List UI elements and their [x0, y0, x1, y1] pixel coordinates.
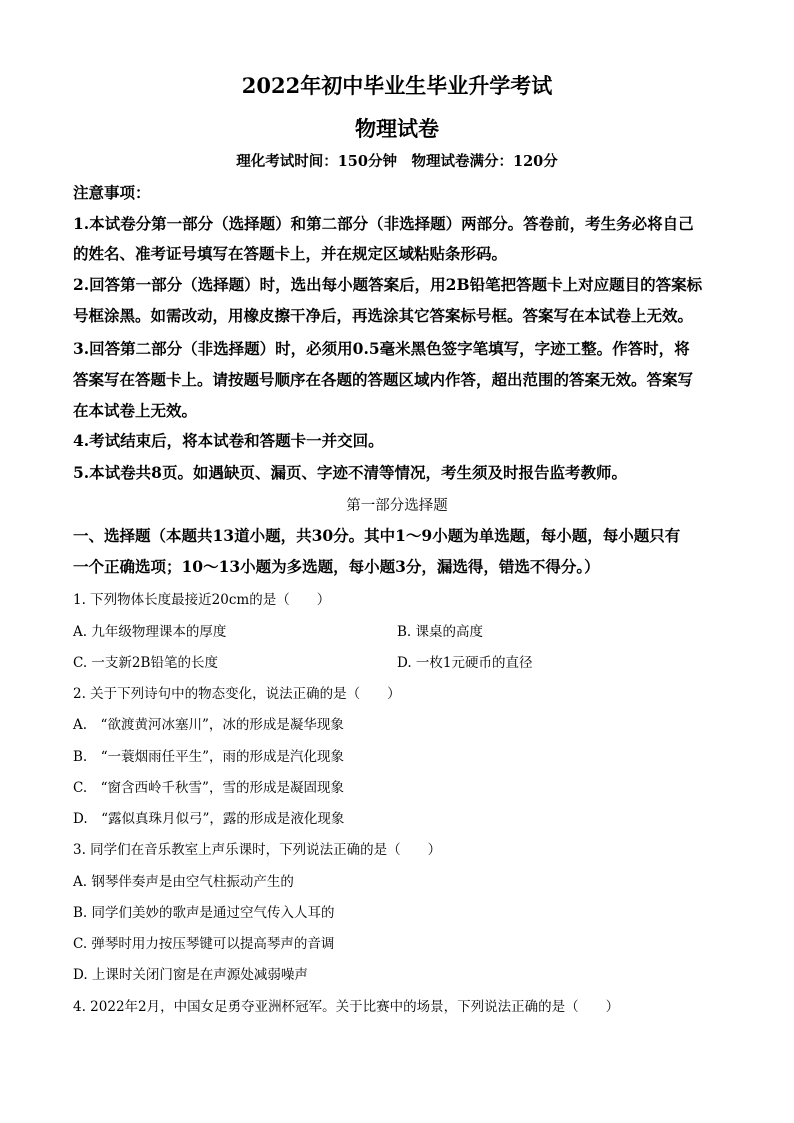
question-option: D. 上课时关闭门窗是在声源处减弱噪声: [73, 967, 308, 983]
question-option: A. 钢琴伴奏声是由空气柱振动产生的: [73, 874, 294, 890]
notice-line: 答案写在答题卡上。请按题号顺序在各题的答题区域内作答，超出范围的答案无效。答案写: [73, 370, 694, 389]
question-option: C. 弹琴时用力按压琴键可以提高琴声的音调: [73, 936, 335, 952]
question-option: C. 一支新2B铅笔的长度: [73, 655, 218, 671]
exam-subtitle: 物理试卷: [355, 116, 439, 141]
question-stem: 3. 同学们在音乐教室上声乐课时，下列说法正确的是（ ）: [73, 842, 442, 858]
question-option: A. 九年级物理课本的厚度: [73, 624, 227, 640]
exam-title: 2022年初中毕业生毕业升学考试: [241, 73, 553, 98]
question-option: A. “欲渡黄河冰塞川”，冰的形成是凝华现象: [73, 717, 344, 733]
question-option: B. “一蓑烟雨任平生”，雨的形成是汽化现象: [73, 749, 345, 765]
section-title: 第一部分选择题: [346, 498, 448, 514]
question-option: B. 同学们美妙的歌声是通过空气传入人耳的: [73, 905, 335, 921]
question-option: D. 一枚1元硬币的直径: [397, 655, 533, 671]
notice-line: 1.本试卷分第一部分（选择题）和第二部分（非选择题）两部分。答卷前，考生务必将自己: [73, 214, 694, 233]
exam-time-info: 理化考试时间：150分钟 物理试卷满分：120分: [236, 153, 558, 170]
question-option: B. 课桌的高度: [397, 624, 484, 640]
section-instruction: 一个正确选项；10～13小题为多选题，每小题3分，漏选得，错选不得分。）: [73, 557, 600, 576]
notice-line: 5.本试卷共8页。如遇缺页、漏页、字迹不清等情况，考生须及时报告监考教师。: [73, 463, 627, 482]
question-stem: 2. 关于下列诗句中的物态变化，说法正确的是（ ）: [73, 686, 401, 702]
section-instruction: 一、选择题（本题共13道小题，共30分。其中1～9小题为单选题，每小题，每小题只有: [73, 526, 681, 545]
notice-heading: 注意事项：: [73, 183, 151, 202]
notice-line: 2.回答第一部分（选择题）时，选出每小题答案后，用2B铅笔把答题卡上对应题目的答案标: [73, 275, 703, 294]
question-option: D. “露似真珠月似弓”，露的形成是液化现象: [73, 811, 345, 827]
question-stem: 4. 2022年2月，中国女足勇夺亚洲杯冠军。关于比赛中的场景，下列说法正确的是（ ）: [73, 999, 620, 1015]
notice-line: 号框涂黑。如需改动，用橡皮擦干净后，再选涂其它答案标号框。答案写在本试卷上无效。: [73, 306, 694, 325]
notice-line: 的姓名、准考证号填写在答题卡上，并在规定区域粘贴条形码。: [73, 244, 508, 263]
notice-line: 在本试卷上无效。: [73, 401, 198, 420]
question-option: C. “窗含西岭千秋雪”，雪的形成是凝固现象: [73, 780, 344, 796]
notice-line: 3.回答第二部分（非选择题）时，必须用0.5毫米黑色签字笔填写，字迹工整。作答时，将: [73, 339, 690, 358]
notice-line: 4.考试结束后，将本试卷和答题卡一并交回。: [73, 431, 384, 450]
question-stem: 1. 下列物体长度最接近20cm的是（ ）: [73, 592, 331, 608]
